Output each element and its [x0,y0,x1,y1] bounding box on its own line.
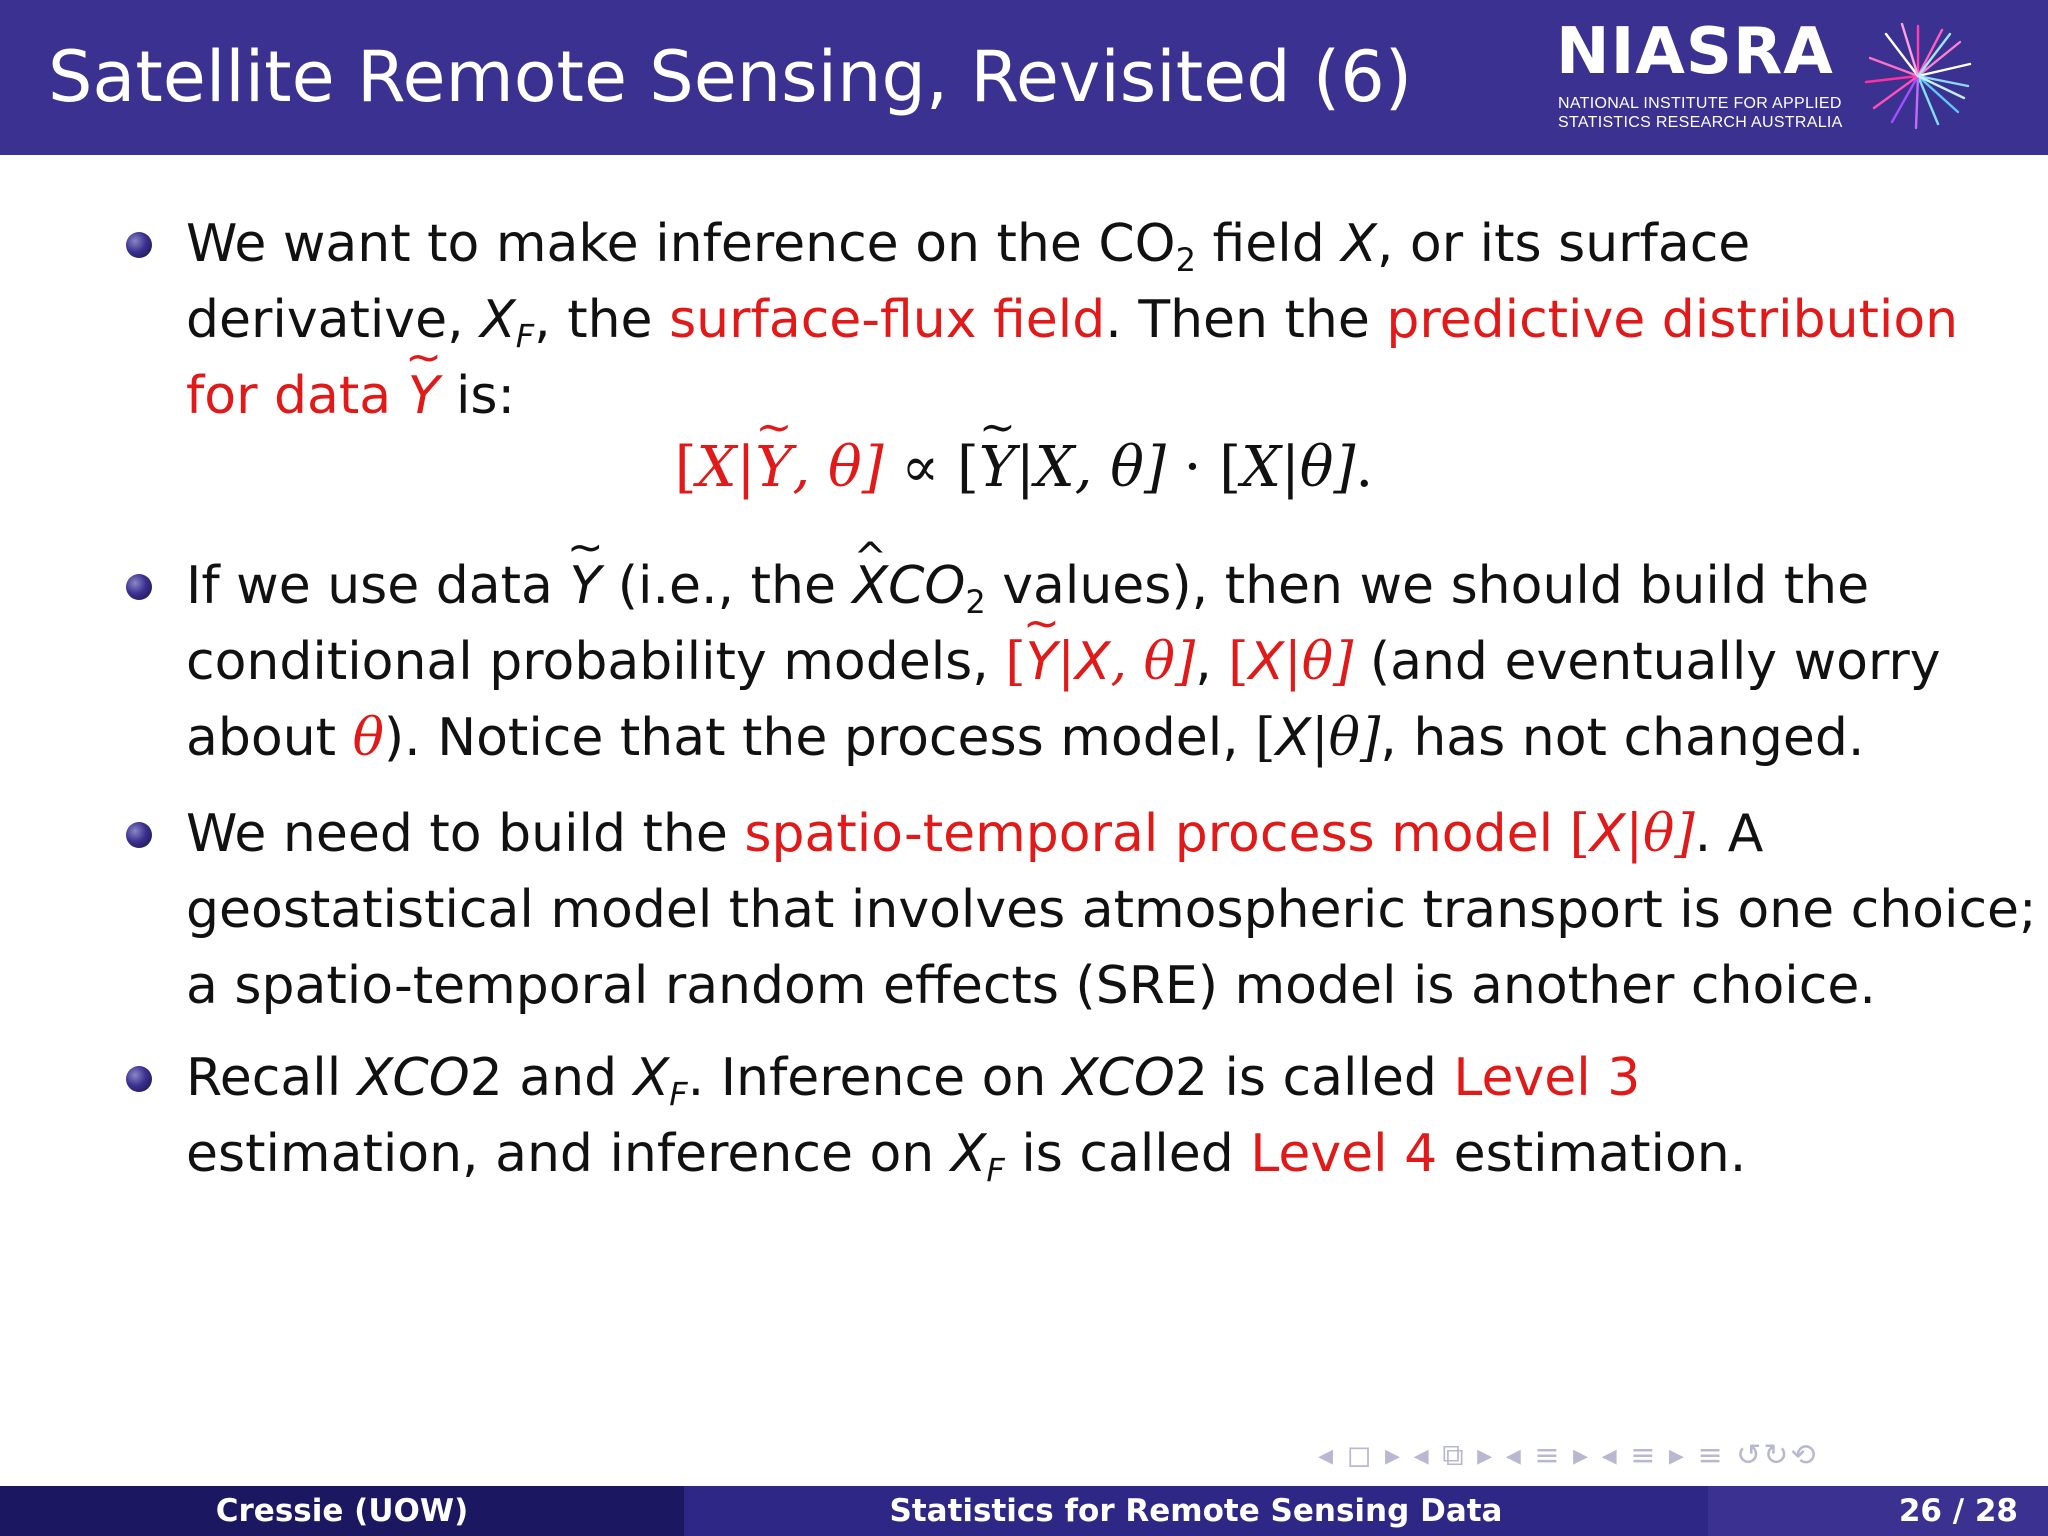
math-xco: XCO [357,1048,470,1108]
eq-bracket: [ [674,435,697,500]
eq-var-y-tilde: ~ Y [755,440,792,496]
slide-footer [0,1486,2048,1536]
bullet-2-line-2 [186,632,1941,692]
bayes-equation [0,435,2048,500]
eq-bar: | [1015,435,1035,500]
math-bar: | [1057,632,1075,692]
eq-bracket: [ [957,435,979,500]
eq-theta: |θ] [1280,435,1356,500]
text: geostatistical model that involves atmospheric transport is one choice; [186,880,2037,940]
logo-subtitle-line2: STATISTICS RESEARCH AUSTRALIA [1558,114,1843,131]
eq-bar: | [736,435,756,500]
eq-var-x: X [696,435,737,500]
math-var-x: X [1074,632,1111,692]
eq-bracket: [ [1219,435,1242,500]
math-bracket: [ [1255,708,1276,768]
math-theta: θ [352,708,384,768]
math-var-y-tilde: ~ Y [569,560,601,612]
footer-page-number: 26 / 28 [1708,1486,2048,1536]
text: conditional probability models, [186,632,1006,692]
highlight-process-model: spatio-temporal process model [744,804,1570,864]
text: and [502,1048,634,1108]
logo-wordmark: NIASRA [1556,15,1834,89]
math-theta: |θ] [1284,632,1354,692]
eq-dot: · [1165,435,1220,500]
text: a spatio-temporal random effects (SRE) model is another choice. [186,956,1876,1016]
bullet-1-line-1 [186,214,1751,279]
subscript: 2 [1175,241,1196,279]
bullet-3-line-3 [186,956,1876,1016]
math-bracket: [ [1569,804,1590,864]
text: field [1195,214,1342,274]
text: , [1195,632,1229,692]
text: , has not changed. [1380,708,1865,768]
bullet-marker [126,574,152,600]
math-theta: |θ] [1625,804,1695,864]
text: values), then we should build the [985,556,1870,616]
bullet-2-line-3 [186,708,1865,768]
eq-theta: , θ] [1074,435,1166,500]
text: (and eventually worry [1353,632,1941,692]
text: (i.e., the [601,556,853,616]
highlight-level-4: Level 4 [1250,1124,1438,1184]
math-var-y-tilde: ~ Y [408,370,440,422]
eq-theta: , θ] [792,435,884,500]
subscript: 2 [965,583,986,621]
text: 2 [1174,1048,1208,1108]
subscript: F [515,317,535,355]
text: is: [439,366,516,426]
highlight-for-data: for data [186,366,408,426]
subscript: F [986,1151,1005,1189]
footer-title: Statistics for Remote Sensing Data [684,1486,1708,1536]
highlight-level-3: Level 3 [1453,1048,1641,1108]
bullet-3-line-2 [186,880,2037,940]
eq-var-x: X [1034,435,1075,500]
math-var-x: X [1589,804,1626,864]
text: estimation. [1437,1124,1747,1184]
text: Recall [186,1048,358,1108]
highlight-predictive-distribution: predictive distribution [1386,290,1959,350]
text: We need to build the [186,804,745,864]
bullet-marker [126,822,152,848]
bullet-4-line-2 [186,1124,1747,1189]
logo-subtitle-line1: NATIONAL INSTITUTE FOR APPLIED [1558,95,1842,112]
text: . Then the [1105,290,1387,350]
text: ). Notice that the process model, [383,708,1256,768]
text: If we use data [186,556,570,616]
text: is called [1004,1124,1251,1184]
bullet-1-line-3 [186,366,516,426]
highlight-surface-flux-field: surface-flux field [669,290,1106,350]
math-xco: XCO [1062,1048,1175,1108]
math-theta: |θ] [1311,708,1381,768]
eq-period: . [1355,435,1374,500]
bullet-4-line-1 [186,1048,1641,1113]
bullet-marker [126,232,152,258]
math-var-y-tilde: ~ Y [1026,636,1058,688]
text: about [186,708,353,768]
bullet-3-line-1 [186,804,1764,864]
text: , the [534,290,670,350]
math-co: CO [888,556,966,616]
text: is called [1207,1048,1454,1108]
eq-var-x: X [1241,435,1281,500]
text: , or its surface [1376,214,1751,274]
math-bracket: [ [1228,632,1249,692]
text: . Inference on [687,1048,1063,1108]
eq-var-y-tilde: ~ Y [979,440,1016,496]
beamer-navigation-symbols[interactable]: ◂ ◻ ▸ ◂ ⧉ ▸ ◂ ≡ ▸ ◂ ≡ ▸ ≡ ↺↻⟲ [1318,1438,1818,1473]
bullet-1-line-2 [186,290,1959,355]
text: . A [1694,804,1764,864]
math-var-x: X [1248,632,1285,692]
text: derivative, [186,290,481,350]
math-theta: , θ] [1110,632,1196,692]
text: 2 [469,1048,503,1108]
bullet-marker [126,1066,152,1092]
math-var-x: X [1275,708,1312,768]
slide-title: Satellite Remote Sensing, Revisited (6) [48,36,1413,118]
math-var-x-hat: ^ X [852,560,888,612]
math-var-x: X [950,1124,987,1184]
text: estimation, and inference on [186,1124,951,1184]
math-bracket: [ [1005,632,1026,692]
subscript: F [669,1075,688,1113]
math-var-x: X [633,1048,670,1108]
eq-proportional: ∝ [883,435,958,500]
math-var-x: X [480,290,516,350]
math-var-x: X [1341,214,1377,274]
footer-author: Cressie (UOW) [0,1486,684,1536]
text: We want to make inference on the CO [186,214,1176,274]
